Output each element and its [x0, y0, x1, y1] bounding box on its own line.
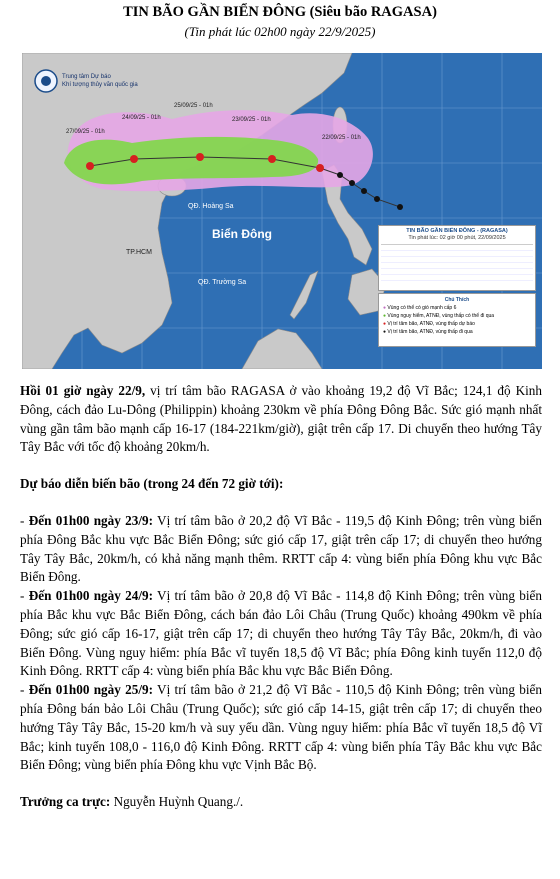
forecast-point-23-09 [268, 155, 276, 163]
info-box-title: TIN BÃO GẦN BIỂN ĐÔNG - (RAGASA) [406, 228, 508, 234]
current-position-text: vị trí tâm bão RAGASA ở vào khoảng 19,2 độ Vĩ Bắc; 124,1 độ Kinh Đông, cách đảo Lu-Dông (Philippin) khoảng 230km về phía Đông Đông Bắc. Sức gió mạnh nhất vùng gần tâm bão mạnh cấp 16-17 (184-221km/giờ), giật trên cấp 17. Di chuyển theo hướng Tây Tây Bắc với tốc độ khoảng 20km/h. [20, 383, 542, 455]
hoang-sa-label: QĐ. Hoàng Sa [188, 203, 234, 210]
borneo-land [242, 329, 322, 369]
current-time: Hồi 01 giờ ngày 22/9, [20, 383, 146, 398]
tp-hcm-label: TP.HCM [126, 249, 152, 256]
bulletin-body [20, 382, 542, 812]
storm-track-map [22, 53, 542, 369]
signature [20, 793, 542, 812]
legend-item-past: ● Vị trí tâm bão, ATNĐ, vùng thấp đi qua [383, 329, 473, 335]
page-title: TIN BÃO GẦN BIỂN ĐÔNG (Siêu bão RAGASA) [123, 4, 437, 20]
forecast-heading: Dự báo diễn biến bão (trong 24 đến 72 giờ tới): [20, 476, 284, 492]
storm-info-box [378, 225, 536, 291]
forecast-item-24-time: Đến 01h00 ngày 24/9: [28, 588, 153, 604]
agency-logo-center [41, 76, 51, 86]
forecast-point-24-09 [196, 153, 204, 161]
forecast-item-25-text: Vị trí tâm bão ở 21,2 độ Vĩ Bắc - 110,5 độ Kinh Đông; trên vùng biển phía Đông bán bảo Lôi Châu (Trung Quốc); sức gió cấp 14-15, giật trên cấp 17; di chuyển theo hướng Tây Tây Bắc, 15-20 km/h và suy yếu dần. Vùng nguy hiểm: phía Bắc vĩ tuyến 18,5 độ Vĩ Bắc; kinh tuyến 108,0 - 116,0 độ Kinh Đông. RRTT cấp 4: vùng biển phía Tây Bắc khu vực Bắc Biển Đông; vùng biển phía Đông khu vực Vịnh Bắc Bộ. [20, 682, 542, 773]
track-label-22: 22/09/25 - 01h [322, 135, 361, 141]
legend-title: Chú Thích [444, 297, 470, 303]
agency-name-line2: Khí tượng thủy văn quốc gia [62, 82, 138, 88]
past-point [361, 188, 367, 194]
info-box-table [381, 244, 533, 281]
forecast-item-25-prefix: - [20, 682, 29, 698]
sea-label: Biển Đông [212, 227, 272, 241]
palawan-island [290, 271, 318, 319]
forecast-item-24 [20, 587, 542, 681]
forecast-item-23-text: Vị trí tâm bão ở 20,2 độ Vĩ Bắc - 119,5 độ Kinh Đông; trên vùng biển phía Đông Bắc khu vực Bắc Biển Đông; sức gió cấp 17, giật trên cấp 17; di chuyển theo hướng Tây Tây Bắc, 20km/h, có khả năng mạnh thêm. RRTT cấp 4: vùng biển phía Đông khu vực Bắc Biển Đông. [20, 512, 542, 585]
forecast-point-25-09 [130, 155, 138, 163]
forecast-point-27-09 [86, 162, 94, 170]
current-position-paragraph [20, 382, 542, 457]
forecast-item-23-time: Đến 01h00 ngày 23/9: [28, 512, 153, 528]
page-subtitle: (Tin phát lúc 02h00 ngày 22/9/2025) [184, 24, 376, 39]
forecast-item-25-time: Đến 01h00 ngày 25/9: [28, 682, 153, 698]
mainland-land [22, 53, 352, 369]
legend-item-wind-label: Vùng có thể có gió mạnh cấp 6 [387, 305, 457, 311]
track-label-24: 24/09/25 - 01h [122, 115, 161, 121]
forecast-item-24-prefix: - [20, 588, 29, 604]
forecast-item-23 [20, 512, 542, 587]
legend-item-forecast: ● Vị trí tâm bão, ATNĐ, vùng thấp dự báo [383, 321, 475, 327]
info-box-issued: Tin phát lúc: 02 giờ 00 phút, 22/09/2025 [408, 235, 506, 241]
signature-name: Nguyễn Huỳnh Quang./. [110, 794, 244, 810]
truong-sa-label: QĐ. Trường Sa [198, 279, 247, 286]
legend-item-danger: ● Vùng nguy hiểm, ATNĐ, vùng thấp có thể đi qua [383, 313, 495, 319]
map-legend [378, 293, 536, 347]
track-label-23: 23/09/25 - 01h [232, 117, 271, 123]
signature-title: Trưởng ca trực: [20, 794, 111, 810]
track-label-25: 25/09/25 - 01h [174, 103, 213, 109]
legend-item-danger-label: Vùng nguy hiểm, ATNĐ, vùng thấp có thể đi qua [387, 313, 495, 319]
past-point [349, 180, 355, 186]
legend-item-wind: ● Vùng có thể có gió mạnh cấp 6 [383, 305, 457, 311]
past-point [374, 196, 380, 202]
forecast-point-22-09 [316, 164, 324, 172]
legend-item-forecast-label: Vị trí tâm bão, ATNĐ, vùng thấp dự báo [387, 321, 475, 327]
legend-item-past-label: Vị trí tâm bão, ATNĐ, vùng thấp đi qua [387, 329, 473, 335]
forecast-item-25 [20, 681, 542, 775]
forecast-item-23-prefix: - [20, 512, 29, 528]
agency-name [62, 73, 138, 89]
forecast-item-24-text: Vị trí tâm bão ở 20,8 độ Vĩ Bắc - 114,8 độ Kinh Đông; trên vùng biển phía Bắc khu vực Bắc Biển Đông, cách bán đảo Lôi Châu (Trung Quốc) khoảng 490km về phía Đông; sức gió cấp 16-17, giật trên cấp 17; di chuyển theo hướng Tây Tây Bắc, 20km/h, đi vào Biển Đông. Vùng nguy hiểm: phía Bắc vĩ tuyến 18,5 độ Vĩ Bắc; phía Đông kinh tuyến 112,0 độ Kinh Đông. RRTT cấp 4: vùng biển phía Bắc khu vực Bắc Biển Đông. [20, 588, 542, 679]
past-point [337, 172, 343, 178]
track-label-27: 27/09/25 - 01h [66, 129, 105, 135]
agency-name-line1: Trung tâm Dự báo [62, 74, 111, 80]
past-point [397, 204, 403, 210]
